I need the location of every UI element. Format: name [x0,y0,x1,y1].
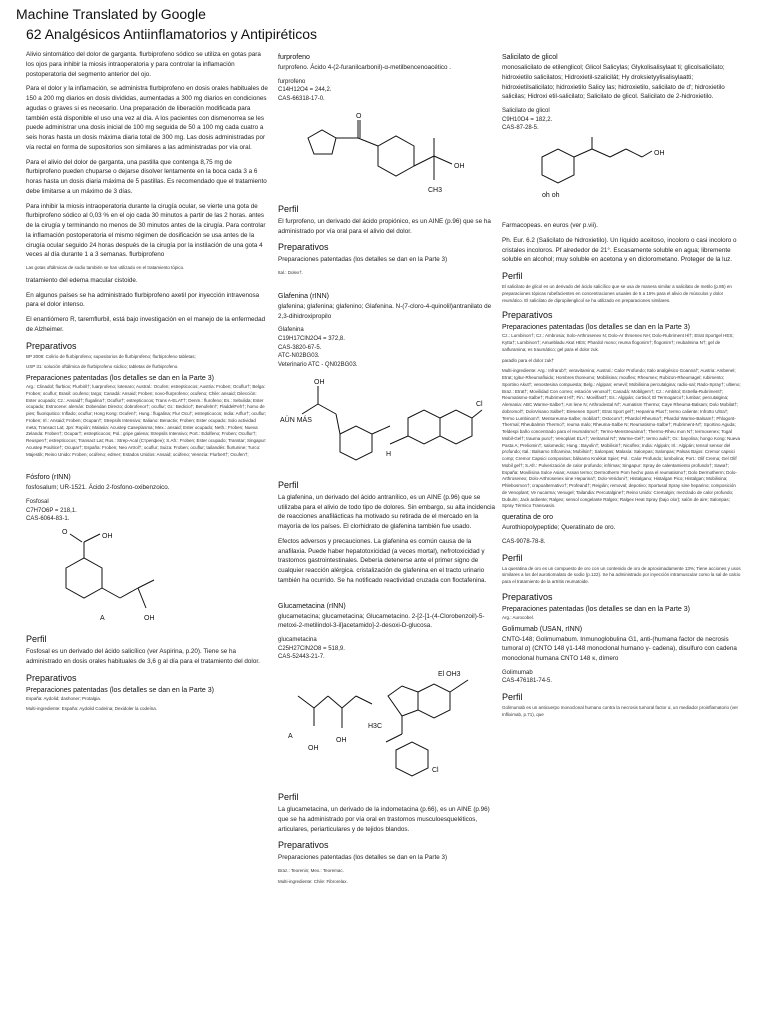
fosforo-perfil: Fosfosal es un derivado del ácido salicílico (ver Aspirina, p.20). Tiene se ha administrado en dosis orales habituales de 3,6 g al día para el tratamiento del dolor. [26,648,260,665]
salicilato-label: Salicilato de glicol [502,108,550,114]
furprofeno-formula: C14H12O4 = 244,2. [278,87,332,94]
fosforo-multi: Multi-ingrediente: España: Aydolid Codeína; Dexidoler la codeína. [26,706,157,712]
glucamet-label-et: El OH3 [438,671,461,679]
glucametacina-structure [278,666,488,786]
intro-paragraph-1: Alivio sintomático del dolor de garganta. flurbiprofeno sódico se utiliza en gotas para los ojos para inhibir la miosis intraoperatoria y para controlar la inflamación postoperatoria del segmento anterior del ojo. [26,51,261,78]
fosfosal-label-oh: OH [102,533,113,541]
patent-text: Arg.: Clinadol; flurbiox; Flurbiril†; luarprofeno; lotenaro; Austral.: Ocufen; estrepticocos; Austria: Froben; Ocuflur†; Belga: Froben; ocuflur; Brasil: ocufeno; targo; Canadá: Ansaid; Froben; novo-flurprofeno; ocufeno; Chile: ansaid; Dilección: Ester ocupado; Cz.: Ansaid†; flugalina†; Ocuflur†; estrepticocos; Trans A-ELAT†; Denm.: flurofeno; Es.: Sebulida; Ester ocupado; Estrocene: alemán: Dobendan Directo; dobrofenor†; ocuflur; Gr.: Bedicio†; Benufelm†; FladdelFeh†; homo de pies; fluoriquitico: Inflado; ocuflur; Hong Kong: Ocufen†; Hung.: flugalina; Flur Ocu†; estrepticocos; India: Arflur†; ocuflur; Froben; Irl.: Ansaid; Froben; Ocupan†; Strepsils Intensivo; Italiano: Benactiv; Froben; Ester ocupado; Solo actividad meta; Transact Lat; Jpn: Ropión; Malasia: Acustep Caseplasma; Mex.: ansaid; Ester ocupado; Neth.: Froben; Nueva Zelanda: Froben†; Ocupar†; estrepticocos; Pol.: gripe galena; Strepsils Intensivo; Port.: Edolfeno; Froben; Ocuflur†; Reuspen†; estrepticocos; Transact Lat; Rus.: Strep-Acal (Стрепфен); S.Afr.: Froben; Ester ocupado; Transtar; Singapur: Acustep Poultice†; Ocupar†; España: Froben; Neo Artrol†; ocuflur; Suiza: Froben; ocuflur; tailandés: flurtunine; Turco: Majestik; Reino Unido: Froben; ocúfeno; edmer; Estados Unidos: Ansaid; ocúfeno; Venezia: Flurbert†; Ocufen†; [26,384,267,457]
furprofen-label-ch3: CH3 [428,186,443,194]
intro-paragraph-3: Para el alivio del dolor de garganta, una pastilla que contenga 8,75 mg de flurbiprofeno pueden chuparse o dejarse disolver lentamente en la boca cada 3 a 6 horas hasta un dosis diaria máxima de 5 pastillas. Es recomendado que el tratamiento debe limitarse a un máximo de 3 días. [26,158,267,195]
salicilato-ph-eur: Ph. Eur. 6.2 (Salicilato de hidroxietilo). Un líquido aceitoso, incoloro o casi incoloro o cristales incoloros. Pf alrededor de 21°. Escasamente soluble en agua; libremente soluble en alcohol; muy soluble en acetona y en diclorometano. Proteger de la luz. [502,236,737,264]
glucamet-label-oh: OH [336,737,347,745]
fosforo-formula: C7H7O6P = 218,1. [26,507,77,514]
queratina-cas: CAS-9078-78-8. [502,538,546,545]
salicilato-patent-heading: Preparaciones patentadas (los detalles se dan en la Parte 3) [502,324,690,332]
fosforo-patent-heading: Preparaciones patentadas (los detalles se dan en la Parte 3) [26,686,214,694]
fosfosal-label-o: O [62,529,68,537]
intro-paragraph-2: Para el dolor y la inflamación, se administra flurbiprofeno en dosis orales habituales de 150 a 200 mg diarios en dosis divididas, aumentadas a 300 mg diarios en condiciones agudas o graves si es necesario. Una preparación de liberación modificada para también está disponible el uso una vez al día. A los pacientes con dismenorrea se les puede administrar una dosis inicial de 100 mg seguida de 50 a 100 mg cada cuatro a seis horas hasta un dosis máxima diaria total de 300 mg. Las dosis administradas por vía rectal en forma de supositorios son similares a las administradas por vía oral. [26,85,268,151]
glafenina-label-h: H [386,450,392,458]
fosfosal-structure [26,528,226,628]
glafenina-perfil: La glafenina, un derivado del ácido antranílico, es un AINE (p.96) que se utilizaba para el alivio de todo tipo de dolores. Sin embargo, su alta incidencia de reacciones anafilácticas ha motivado su retirada de el mercado en la mayoría de los países. El clorhidrato de glafenina también fue usado. [278,493,496,530]
glafenina-label-amine: AÜN MÁS [280,416,312,424]
glucametacina-patent-heading: Preparaciones patentadas (los detalles se dan en la Parte 3) [278,854,448,862]
golimumab-perfil-heading: Perfil [502,692,523,703]
small-note: Las gotas oftálmicas de sodio también se han utilizado en el tratamiento tópico. [26,265,185,270]
glucametacina-perfil-heading: Perfil [278,792,299,803]
furprofen-label-oh: OH [454,162,465,170]
glafenina-atc: ATC-N02BG03. [278,353,320,360]
queratina-patent-text: Arg.: Aurocobel. [502,614,535,620]
glafenina-label-oh: OH [314,378,325,386]
golimumab-synonyms: CNTO-148; Golimumabum. Inmunoglobulina G1, anti-(humana factor de necrosis tumoral α) (CNTO 148 γ1-148 monoclonal humano γ- cadena), disulfuro con cadena monoclonal humana CNTO 148 κ, dímero [502,635,737,662]
bp-line: BP 2008: Colirio de flurbiprofeno; supositorios de flurbiprofeno; flurbiprofeno tabletas; [26,353,196,359]
glafenina-name: Glafenina (rINN) [278,292,329,300]
edema-paragraph: tratamiento del edema macular cistoide. [26,276,138,284]
glucamet-label-cl: Cl [432,767,439,775]
golimumab-perfil: Golimumab es un anticuerpo monoclonal humano contra la necrosis tumoral factor α, un mediador proinflamatorio (ver Infliximab, p.71), que [502,705,738,717]
furprofeno-label: furprofeno [278,78,306,85]
fosfosal-label-oh2: OH [144,615,155,623]
fosforo-label: Fosfosal [26,499,49,505]
glafenina-chem: glafenina; glafenina; glafenino; Glafenina. N-(7-cloro-4-quinolil)antranilato de 2,3-dihidroxipropilo [278,302,492,320]
glafenina-atc-vet: Veterinario ATC - QN02BG03. [278,362,358,369]
salicilato-patent-small: paradlo para el dolor zuk† [502,357,555,363]
glafenina-formula: C19H17ClN2O4 = 372,8. [278,336,345,342]
furprofeno-prep-heading: Preparativos [278,242,329,253]
queratina-prep-heading: Preparativos [502,591,553,602]
column-3 [502,50,742,723]
machine-translated-banner: Machine Translated by Google [16,6,206,22]
queratina-perfil-heading: Perfil [502,552,523,563]
queratina-perfil: La queratina de oro es un compuesto de oro con un contenido de oro de aproximadamente 13%; Tiene acciones y usos similares a los del aurotiomalato de sodio (p.122). Se ha administrado por inyección intramuscular como la sal de calcio para el tratamiento de la artritis reumatoide. [502,565,741,584]
furprofeno-patent-heading: Preparaciones patentadas (los detalles se dan en la Parte 3) [278,256,448,264]
patent-heading: Preparaciones patentadas (los detalles se dan en la Parte 3) [26,375,214,382]
salicilato-multi: Multi-ingrediente: Arg.: Infrarub†; veravitamina; Austral.: Calor Profundo; Italo analgésico Goanna†; Austria: Ambenel; Etrat; Igitur-Rheumafluido; Hombres thoreumo; Mobilisina; mouflex; Rheumex; Rubizon-Rheumagel; rubimento; Sportino Akut†; venostesina compuesta; Belg.: Algipan; emevil; Mobilisina percutalgina; radio-sal; Rado-Spray†; ultieno; Braz.: Etrat†; Movilidad Con correo; estación venosol†; Canadá: Mobilgem†; Cz.: Ambitol; Estrella-Rubriment†; Reumatismo-Salbe†; Rubriment Hl†; Fin.: Movilfast†; Es.: Algipán; cortisol; El Termogarco†; lumbar; percutalgina; Alemania: ABC Warme-Salbe†; Am lene N; Arthrodestal N†; Aumatism Thermo; Caye Rheuma-Balsam; Dolo Mobilat†; dobromol†; DoloVisano Salbe†; Elesenen Sport†; Etrat Sport gel†; Heparina Plus†; termo caliente; Infrotto Ultra†; Termo Lumbinom†; Mentoreuma-Salbe; mobilat†; Ostocom†; Phardol Rheuma†; Phardol Warme-Balsam†; Phlogont-Thermal; Rheubalmin Thermo†; reuma malo; Rheuma-Salbe N; Reumatismo-Salbe†; Rubriment-N†; Sportino Aguda; Teldespi baño concentrado para el reumatismo†; Termo-Menstreuaima†; Thermo-Rheu mon N†; termoxenex; Togal Mobil-Gel†; trauma puro†; Venoplant ELA†; Veritarsal N†; Warme-Gel†; termo auki†; Gr.: bayolina; hongo Kong: Nueva Pasta A; Preliomin†; salomedic; Hung.: Bayolin†; Mobilisin†; Nicoflex; India: Algipán; Irl.: Algipán; tensol sensor del profundo; Ital.: Balsamo Sifcamina; Mobilsin†; Salonpas; Malasia: Salonpas; Salonpas; Palsas Bajos: Cremor capsici comp; Cremor Capsici compositus; bálsamo Krukkat Spier; Pol.: Calor Profundo; lumbolina; Port.: Olif Crema; Gel Olif Mobil gel†; S.Afr.: Pulverización de calor profundo; infrimas; Singapur: Spray de calentamiento profundo†; Sawa†; España: Movilisina Sulce Asian; Assan termo; Dermotherm Pom hecho para el reumatismo†; Dolo Dermotherm; Dolo-Arthrosenex; Dolo-Arthrosenex sine Heparina†; Dolo-Veridoni†; Histalgano; Histalgan Pico; Histalgan; Mobilisina; Phlebosmon†; crapoalternativo†; Profeand†; Reigián; removal; depotivo; Sportusal Spray sine heparino; composición de Venoplant; Ve nucarma; Venugel; Tailandia: Percutalgine†; Reino Unido: Cremalgin; mezclado de calor profundo; Dubulm; Jack ardiente; Ralgex; sensol congelante Ralgex; Ralgex Heat Spray (bajo olor); salón de aire; Salonpas; Spray Térmico Transvasin. [502,368,741,509]
salicilato-synonyms: monosalicilato de etilenglicol; Glicol Salicylas; Glykolisalisylaat ti; glicolsalicilato; hidroxietilo salicilatos; Hidroxietil-szalicilát; Hy droksietyylisalisylaatti; hidroxietilsalicilato; hidroxietilo Salicy las; hidroxietilo, salicilato de d'; hidroxietilo salicilas; Hidroxi etil-salicilato; Salicilato de glicol. Salicilato de 2-hidroxietilo. [502,64,725,101]
glucametacina-multi: Multi-ingrediente: Chile: Fibrorelax. [278,878,348,884]
golimumab-cas: CAS-476181-74-5. [502,678,553,685]
furprofen-structure [278,108,488,198]
glyco-label-ohoh: oh oh [542,192,560,200]
fosforo-patent-text: España: Aydolid; dashoner; Protalgia. [26,695,101,701]
glucamet-label-h3c: H3C [368,723,383,731]
salicilato-name: Salicilato de glicol [502,54,558,61]
column-2 [278,50,500,890]
intro-paragraph-4: Para inhibir la miosis intraoperatoria durante la cirugía ocular, se vierte una gota de flurbiprofeno sódico al 0,03 % en el ojo cada 30 minutos a partir de las 2 horas. antes de la cirugía y terminando no menos de 30 minutos antes de la cirugía. Para controlar la inflamación postoperatoria el mismo régimen de dosificación se usa antes de la cirugía ocular seguido 24 horas después de la cirugía por la instilación de una gota 4 veces al día durante 1 a 3 semanas. flurbiprofeno [26,202,266,259]
salicilato-prep-heading: Preparativos [502,310,553,321]
glucametacina-patent-text: Braz.: Teorenin; Mex.: Teoremac. [278,868,344,874]
glucametacina-prep-heading: Preparativos [278,840,329,851]
glucametacina-perfil: La glucametacina, un derivado de la indometacina (p.66), es un AINE (p.96) que se ha administrado por vía oral en trastornos musculoesqueléticos, articulares, periarticulares y de tejidos blandos. [278,806,490,833]
furprofeno-patent-text: Ital.: Dolex†. [278,270,304,276]
fosfosal-label-a: A [100,615,105,623]
furprofeno-perfil-heading: Perfil [278,203,299,214]
salicilato-perfil: El salicilato de glicol es un derivado del ácido salicílico que se usa de manera similar a salicilato de metilo (p.85) en preparaciones tópicas rubefacientes en concentraciones usuales de 5 a 15% para el alivio de músculos y dolor reumático. El salicilato de dipropilenglicol se ha utilizado en preparaciones similares. [502,284,732,303]
glafenina-efectos: Efectos adversos y precauciones. La glafenina es común causa de la anafilaxia. Puede haber hepatotoxicidad (a veces mortal), nefrotoxicidad y trastornos gastrointestinales. Debería detenerse ante el primer signo de cualquier reacción alérgica. cristalización de glafenina en el tracto urinario también ha ocurrido. Se ha notificado reactividad cruzada con floctafenina. [278,537,487,584]
golimumab-name: Golimumab (USAN, rINN) [502,625,583,633]
queratina-synonyms: Aurothiopolypeptide; Queratinato de oro. [502,524,616,532]
furprofeno-cas: CAS-66318-17-0. [278,96,325,103]
glucametacina-cas: CAS-52443-21-7. [278,654,325,661]
glafenina-label-cl: Cl [476,400,483,408]
furprofen-label-o: O [356,112,362,120]
furprofeno-perfil: El furprofeno, un derivado del ácido propiónico, es un AINE (p.96) que se ha administrado por vía oral para el alivio del dolor. [278,217,491,235]
countries-paragraph: En algunos países se ha administrado flurbiprofeno axetil por inyección intravenosa para el dolor intenso. [26,291,260,309]
salicilato-formula: C9H10O4 = 182,2. [502,116,553,123]
preparations-heading: Preparativos [26,340,77,351]
glucametacina-formula: C25H27ClN2O8 = 518,9. [278,645,345,652]
fosforo-cas: CAS-6064-83-1. [26,516,70,523]
glucamet-label-a: A [288,733,293,741]
glafenina-structure [278,374,488,474]
salicilato-patent-text: Cz.: Lumbinon†; Cz.: Ambrosia; Solo-Arthrosenex N; Dolo-Ar thrsenex NH; Dolo-Rubriment Hl†; Etrat Sportgel HES; Kytta†; Lumbinon†; Amuebladu Akut HES; Phardol mono; reuma flogonim†; flogonim†; reubalmina N†; gel de salfuramina; es traumático; gel para el dolor zuk. [502,333,734,352]
glyco-label-oh: OH [654,150,665,158]
golimumab-label: Golimumab [502,669,533,676]
fosforo-name: Fósforo (rINN) [26,474,71,482]
glycol-salicylate-structure [502,137,702,217]
furprofeno-chem: furprofeno. Ácido 4-(2-furanilcarbonil)-α-metilbencenoacético . [278,64,452,71]
glucametacina-name: Glucametacina (rINN) [278,602,346,610]
column-1 [26,50,268,717]
glafenina-cas: CAS-3820-67-5. [278,344,322,351]
furprofeno-name: furprofeno [278,54,310,61]
salicilato-perfil-heading: Perfil [502,271,523,282]
enantiomer-paragraph: El enantiómero R, taremflurbil, está bajo investigación en el manejo de la enfermedad de Alzheimer. [26,316,266,333]
glucamet-label-oh2: OH [308,745,319,753]
glucametacina-label: glucametacina [278,637,317,643]
fosforo-prep-heading: Preparativos [26,672,77,683]
fosforo-synonyms: fosfosalum; UR-1521. Ácido 2-fosfono-oxibenzoico. [26,484,170,492]
page-title: 62 Analgésicos Antiinflamatorios y Antipiréticos [26,26,318,42]
queratina-patent-heading: Preparaciones patentadas (los detalles se dan en la Parte 3) [502,605,690,613]
glafenina-perfil-heading: Perfil [278,479,299,490]
salicilato-cas: CAS-87-28-5. [502,125,539,132]
glucametacina-chem: glucametacina; glucametacina; Glucametacino. 2-[2-[1-(4-Clorobenzoil)-5-metoxi-2-metilindol-3-il]acetamido]-2-desoxi-D-glucosa. [278,612,485,630]
queratina-name: queratina de oro [502,514,553,522]
fosforo-perfil-heading: Perfil [26,634,47,645]
usp-line: USP 31: solución oftálmica de flurbiprofeno sódico; tabletas de flurbiprofeno. [26,364,179,370]
salicilato-pharmacopeias: Farmacopeas. en euros (ver p.vii). [502,222,598,230]
glafenina-label: Glafenina [278,327,304,334]
